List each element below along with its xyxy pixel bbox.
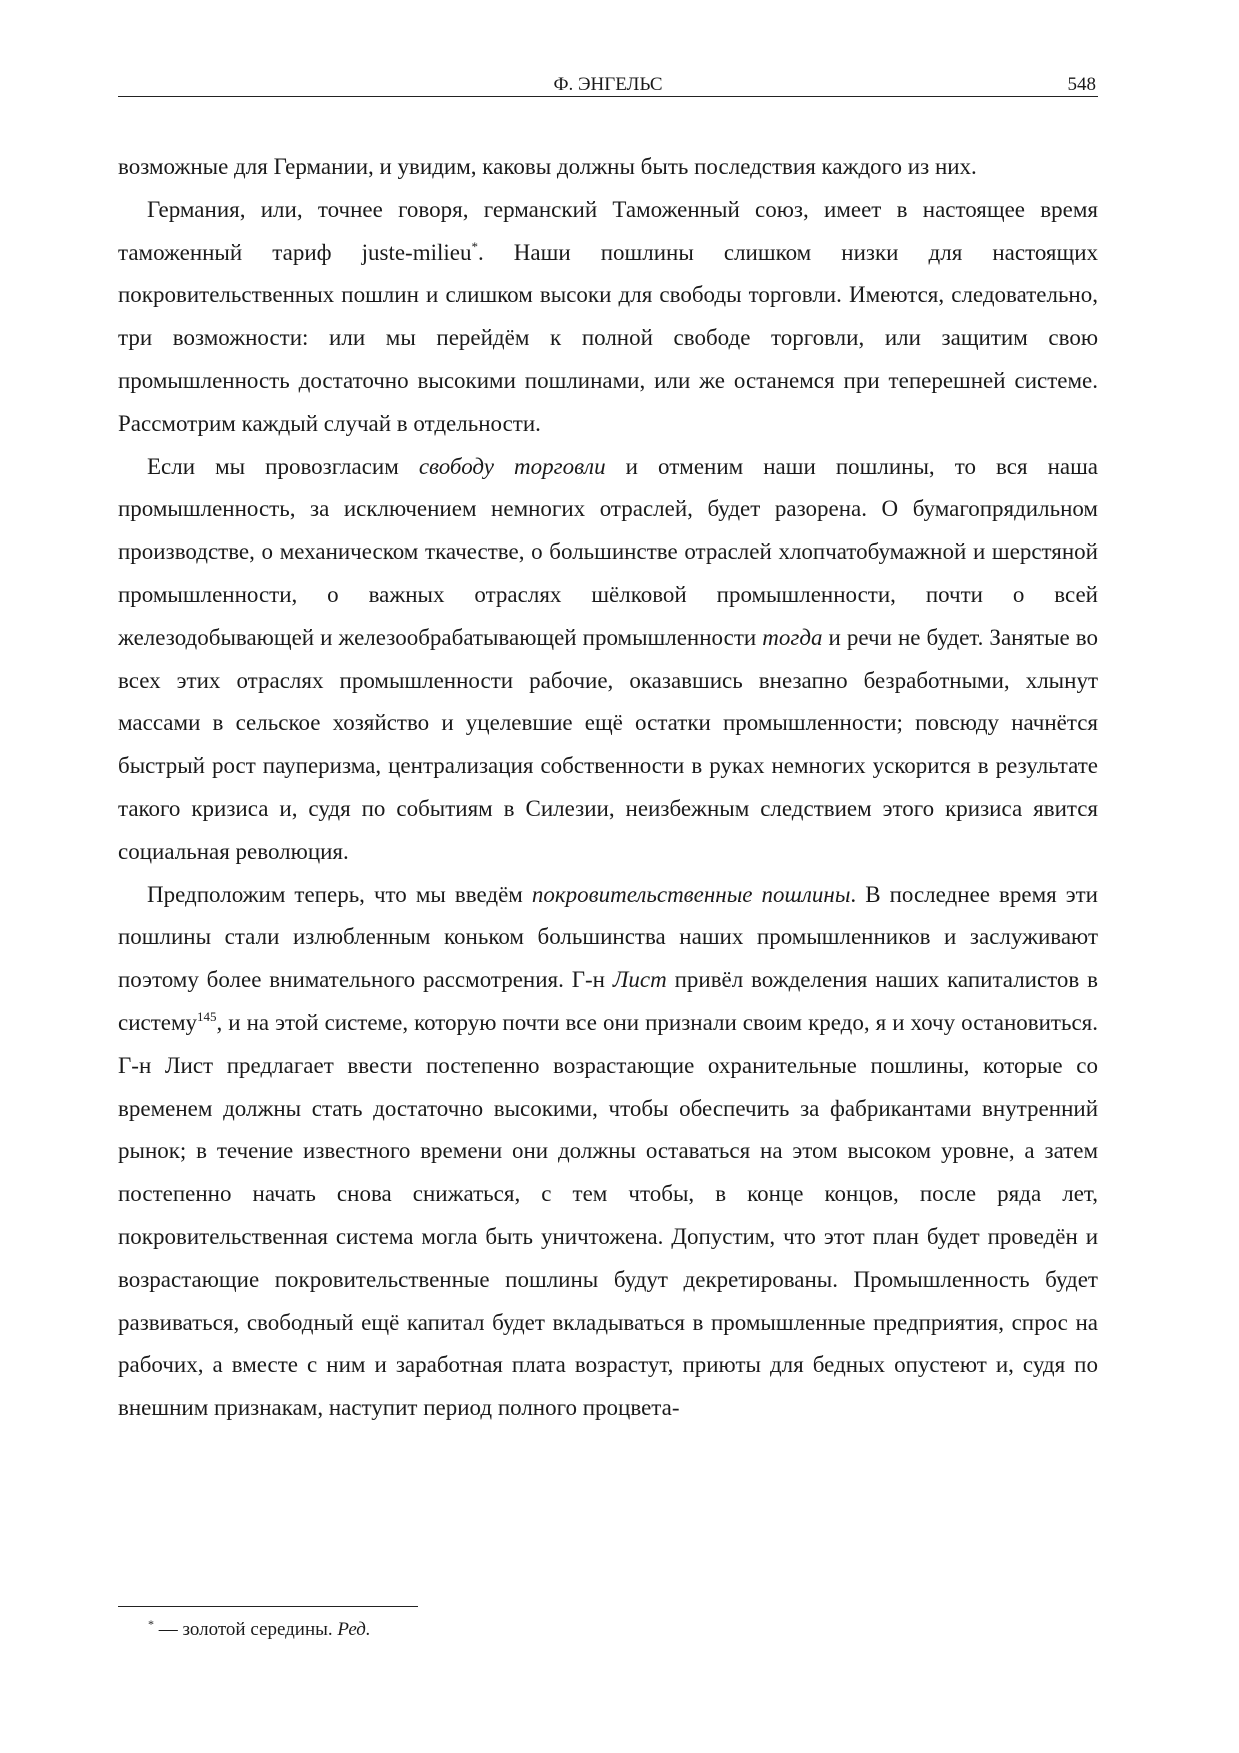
paragraph-text: и отменим наши пошлины, то вся наша промышленность, за исключением немногих отраслей, будет разорена. О бумагопрядильном производстве, о механическом ткачестве, о большинстве отраслей хлопчатобумажной и шерстяной промышленности, о важных отраслях шёлковой промышленности, почти о всей железодобывающей и железообрабатывающей промышленности: [118, 453, 1099, 650]
paragraph-free-trade: [118, 446, 1098, 874]
paragraph-text: Германия, или, точнее говоря, германский Таможенный союз, имеет в настоящее время таможенный тариф juste-milieu: [118, 196, 1098, 265]
header-title: Ф. ЭНГЕЛЬС: [553, 74, 663, 95]
footnote-marker: *: [148, 1617, 154, 1631]
paragraph-text: привёл вожделения наших капиталистов в систему: [118, 967, 1098, 1035]
body-text: [118, 146, 1098, 1430]
paragraph-customs-union: [118, 189, 1098, 446]
emphasis-text: свободу торговли: [418, 453, 606, 479]
emphasis-text: покровительственные пошлины: [531, 881, 851, 907]
paragraph-text: . В последнее время эти пошлины стали излюбленным коньком большинства наших промышленников и заслуживают поэтому более внимательного рассмотрения. Г-н: [118, 881, 1098, 993]
paragraph-protective-tariffs: [118, 874, 1098, 1430]
emphasis-text: Лист: [612, 967, 667, 993]
footnote-ref[interactable]: *: [471, 238, 478, 254]
paragraph-continuation: [118, 146, 1098, 189]
paragraph-text: Если мы провозгласим: [147, 453, 419, 479]
paragraph-text: Предположим теперь, что мы введём: [147, 881, 532, 907]
running-header: [118, 74, 1098, 97]
page-number: 548: [1067, 74, 1096, 95]
paragraph-text: . Наши пошлины слишком низки для настоящих покровительственных пошлин и слишком высоки для свободы торговли. Имеются, следовательно, три возможности: или мы перейдём к полной свободе торговли, или защитим свою промышленность достаточно высокими пошлинами, или же останемся при теперешней системе. Рассмотрим каждый случай в отдельности.: [118, 239, 1099, 436]
footnote-divider: [118, 1606, 418, 1607]
paragraph-text: возможные для Германии, и увидим, каковы должны быть последствия каждого из них.: [118, 154, 977, 179]
paragraph-text: , и на этой системе, которую почти все они признали своим кредо, я и хочу остановиться. Г-н Лист предлагает ввести постепенно возрастающие охранительные пошлины, которые со временем должны стать достаточно высокими, чтобы обеспечить за фабрикантами внутренний рынок; в течение известного времени они должны оставаться на этом высоком уровне, а затем постепенно начать снова снижаться, с тем чтобы, в конце концов, после ряда лет, покровительственная система могла быть уничтожена. Допустим, что этот план будет проведён и возрастающие покровительственные пошлины будут декретированы. Промышленность будет развиваться, свободный ещё капитал будет вкладываться в промышленные предприятия, спрос на рабочих, а вместе с ним и заработная плата возрастут, приюты для бедных опустеют и, судя по внешним признакам, наступит период полного процвета-: [118, 1009, 1098, 1421]
emphasis-text: тогда: [762, 624, 823, 650]
footnote-editor: Ред.: [337, 1619, 371, 1640]
paragraph-text: и речи не будет. Занятые во всех этих отраслях промышленности рабочие, оказавшись внезапно безработными, хлынут массами в сельское хозяйство и уцелевшие ещё остатки промышленности; повсюду начнётся быстрый рост пауперизма, централизация собственности в руках немногих ускорится в результате такого кризиса и, судя по событиям в Силезии, неизбежным следствием этого кризиса явится социальная революция.: [118, 624, 1099, 864]
endnote-ref[interactable]: 145: [197, 1008, 217, 1024]
footnote-text: — золотой середины.: [154, 1619, 338, 1640]
footnote: [148, 1618, 371, 1642]
